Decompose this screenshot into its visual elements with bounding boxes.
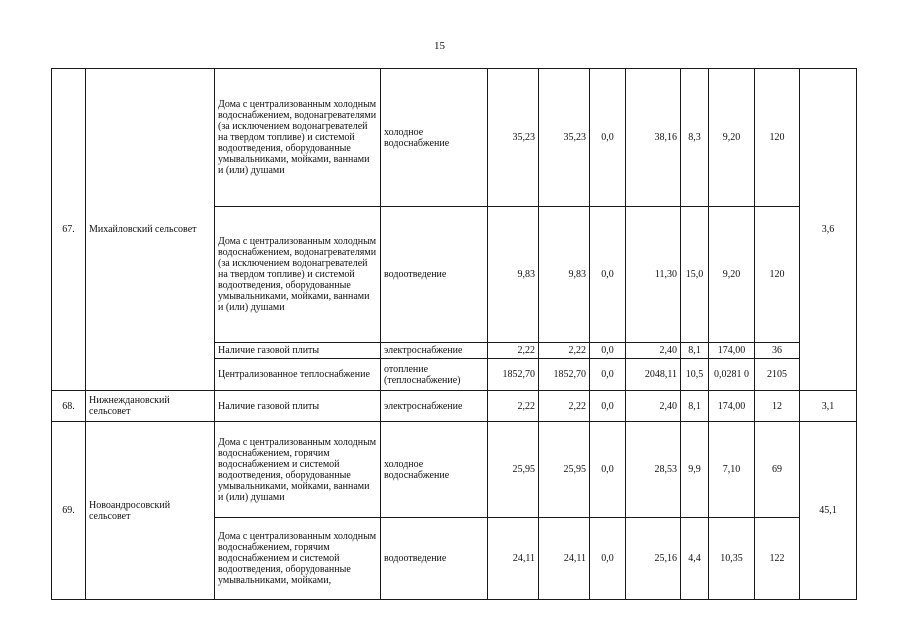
table-row — [52, 422, 857, 518]
value-cell: 122 — [755, 518, 800, 600]
total-value: 3,1 — [800, 391, 857, 422]
value-cell: 0,0 — [590, 391, 626, 422]
value-cell: 8,1 — [681, 391, 709, 422]
value-cell: 120 — [755, 69, 800, 207]
value-cell: 2,22 — [488, 391, 539, 422]
value-cell: 174,00 — [709, 343, 755, 359]
value-cell: 0,0 — [590, 359, 626, 391]
value-cell: 8,1 — [681, 343, 709, 359]
value-cell: 38,16 — [626, 69, 681, 207]
service-type: водоотведение — [381, 207, 488, 343]
value-cell: 1852,70 — [488, 359, 539, 391]
total-value: 45,1 — [800, 422, 857, 600]
total-value: 3,6 — [800, 69, 857, 391]
value-cell: 2,22 — [488, 343, 539, 359]
municipality-name: Михайловский сельсовет — [86, 69, 215, 391]
housing-type: Наличие газовой плиты — [215, 343, 381, 359]
value-cell: 12 — [755, 391, 800, 422]
value-cell: 8,3 — [681, 69, 709, 207]
value-cell: 0,0 — [590, 207, 626, 343]
value-cell: 25,16 — [626, 518, 681, 600]
value-cell: 25,95 — [488, 422, 539, 518]
value-cell: 0,0 — [590, 518, 626, 600]
value-cell: 120 — [755, 207, 800, 343]
value-cell: 0,0 — [590, 69, 626, 207]
value-cell: 174,00 — [709, 391, 755, 422]
housing-type: Дома с централизованным холодным водоснабжением, водонагревателями (за исключением водонагревателей на твердом топливе) и системой водоотведения, оборудованные умывальниками, мойками, ваннами и (или) душами — [215, 69, 381, 207]
table-row — [52, 69, 857, 207]
value-cell: 2,22 — [539, 391, 590, 422]
value-cell: 9,83 — [539, 207, 590, 343]
value-cell: 24,11 — [488, 518, 539, 600]
value-cell: 4,4 — [681, 518, 709, 600]
value-cell: 9,83 — [488, 207, 539, 343]
value-cell: 9,20 — [709, 207, 755, 343]
municipality-name: Нижнеждановский сельсовет — [86, 391, 215, 422]
value-cell: 11,30 — [626, 207, 681, 343]
value-cell: 69 — [755, 422, 800, 518]
value-cell: 35,23 — [539, 69, 590, 207]
housing-type: Дома с централизованным холодным водоснабжением, горячим водоснабжением и системой водоотведения, оборудованные умывальниками, мойками, — [215, 518, 381, 600]
tariff-table — [51, 68, 857, 600]
value-cell: 0,0281 0 — [709, 359, 755, 391]
service-type: электроснабжение — [381, 391, 488, 422]
value-cell: 36 — [755, 343, 800, 359]
value-cell: 25,95 — [539, 422, 590, 518]
table-row — [52, 391, 857, 422]
municipality-name: Новоандросовский сельсовет — [86, 422, 215, 600]
page-number: 15 — [434, 40, 445, 52]
housing-type: Наличие газовой плиты — [215, 391, 381, 422]
service-type: холодное водоснабжение — [381, 69, 488, 207]
value-cell: 28,53 — [626, 422, 681, 518]
housing-type: Дома с централизованным холодным водоснабжением, горячим водоснабжением и системой водоотведения, оборудованные умывальниками, мойками, ваннами и (или) душами — [215, 422, 381, 518]
row-number: 67. — [52, 69, 86, 391]
value-cell: 9,20 — [709, 69, 755, 207]
value-cell: 2,40 — [626, 343, 681, 359]
value-cell: 9,9 — [681, 422, 709, 518]
value-cell: 1852,70 — [539, 359, 590, 391]
value-cell: 2,22 — [539, 343, 590, 359]
service-type: водоотведение — [381, 518, 488, 600]
service-type: отопление (теплоснабжение) — [381, 359, 488, 391]
value-cell: 10,35 — [709, 518, 755, 600]
value-cell: 7,10 — [709, 422, 755, 518]
value-cell: 0,0 — [590, 422, 626, 518]
housing-type: Централизованное теплоснабжение — [215, 359, 381, 391]
value-cell: 2048,11 — [626, 359, 681, 391]
row-number: 68. — [52, 391, 86, 422]
value-cell: 0,0 — [590, 343, 626, 359]
value-cell: 2105 — [755, 359, 800, 391]
value-cell: 15,0 — [681, 207, 709, 343]
housing-type: Дома с централизованным холодным водоснабжением, водонагревателями (за исключением водонагревателей на твердом топливе) и системой водоотведения, оборудованные умывальниками, мойками, ваннами и (или) душами — [215, 207, 381, 343]
service-type: электроснабжение — [381, 343, 488, 359]
value-cell: 2,40 — [626, 391, 681, 422]
row-number: 69. — [52, 422, 86, 600]
value-cell: 35,23 — [488, 69, 539, 207]
service-type: холодное водоснабжение — [381, 422, 488, 518]
value-cell: 24,11 — [539, 518, 590, 600]
value-cell: 10,5 — [681, 359, 709, 391]
